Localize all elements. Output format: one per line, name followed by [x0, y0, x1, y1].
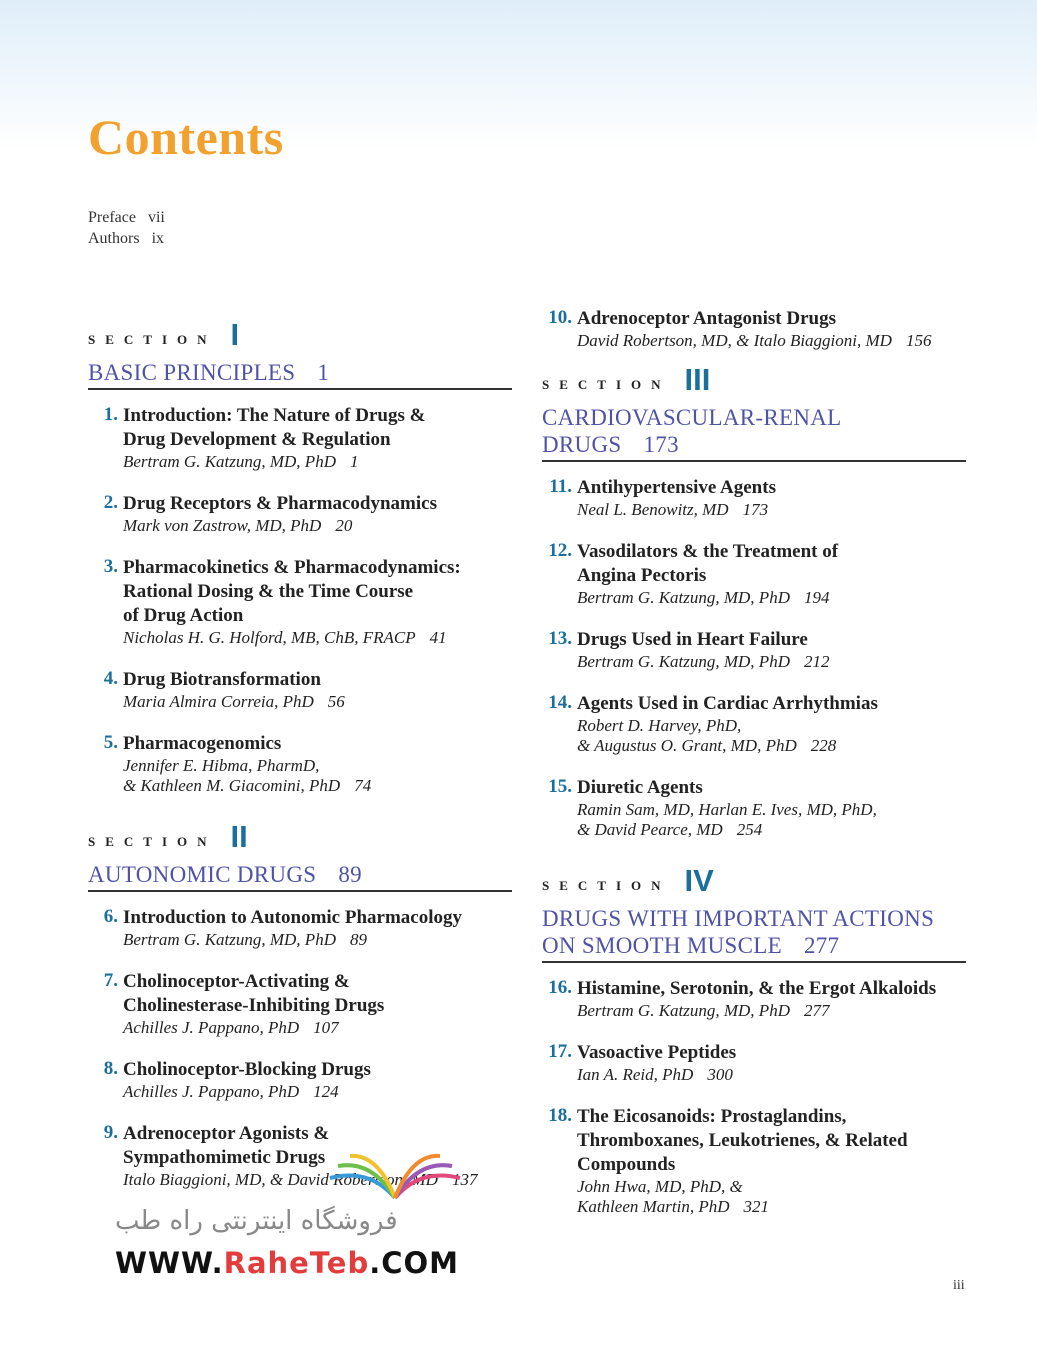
left-column [88, 312, 512, 1190]
section-header [88, 814, 512, 852]
chapter-title: Drugs Used in Heart Failure [577, 629, 808, 650]
chapter-author: Ian A. Reid, PhD 300 [577, 1065, 733, 1084]
chapter-author: Achilles J. Pappano, PhD 124 [123, 1082, 339, 1101]
chapter-author: Neal L. Benowitz, MD 173 [577, 500, 769, 519]
chapter-title: Antihypertensive Agents [577, 477, 776, 498]
front-matter [88, 207, 165, 249]
chapter-number: 15. [548, 776, 572, 797]
chapter-entry[interactable] [542, 692, 966, 756]
chapter-author: Bertram G. Katzung, MD, PhD 277 [577, 1001, 830, 1020]
chapter-author: John Hwa, MD, PhD, & Kathleen Martin, PhD 321 [577, 1177, 770, 1216]
section-number: IV [684, 863, 714, 898]
chapter-entry[interactable] [88, 970, 512, 1038]
chapter-entry[interactable] [542, 628, 966, 672]
section-title[interactable]: AUTONOMIC DRUGS 89 [88, 861, 512, 892]
section-title[interactable]: BASIC PRINCIPLES 1 [88, 359, 512, 390]
section-label: SECTION [542, 878, 671, 893]
chapter-entry[interactable] [542, 1105, 966, 1217]
chapter-number: 14. [548, 692, 572, 713]
chapter-number: 11. [549, 476, 572, 497]
chapter-title: Drug Biotransformation [123, 669, 321, 690]
page-title: Contents [88, 109, 284, 165]
section-title[interactable]: DRUGS WITH IMPORTANT ACTIONS ON SMOOTH MUSCLE 277 [542, 905, 966, 963]
chapter-author: Robert D. Harvey, PhD, & Augustus O. Grant, MD, PhD 228 [577, 716, 837, 755]
chapter-title: Diuretic Agents [577, 777, 703, 798]
chapter-title: Histamine, Serotonin, & the Ergot Alkaloids [577, 978, 937, 999]
chapter-author: Nicholas H. G. Holford, MB, ChB, FRACP 41 [123, 628, 447, 647]
chapter-entry[interactable] [88, 404, 512, 472]
section-label: SECTION [88, 332, 217, 347]
section-label: SECTION [542, 377, 671, 392]
chapter-entry[interactable] [88, 668, 512, 712]
chapter-author: Ramin Sam, MD, Harlan E. Ives, MD, PhD, & David Pearce, MD 254 [577, 800, 877, 839]
section-label: SECTION [88, 834, 217, 849]
chapter-number: 4. [103, 668, 118, 689]
chapter-entry[interactable] [542, 776, 966, 840]
chapter-author: Bertram G. Katzung, MD, PhD 194 [577, 588, 830, 607]
chapter-title: Adrenoceptor Agonists & Sympathomimetic Drugs [123, 1123, 330, 1168]
chapter-title: Drug Receptors & Pharmacodynamics [123, 493, 437, 514]
chapter-title: Vasodilators & the Treatment of Angina Pectoris [577, 541, 839, 586]
chapter-entry[interactable] [88, 906, 512, 950]
chapter-title: Adrenoceptor Antagonist Drugs [577, 308, 836, 329]
chapter-number: 6. [103, 906, 118, 927]
chapter-entry[interactable] [542, 1041, 966, 1085]
chapter-number: 9. [103, 1122, 118, 1143]
chapter-author: Italo Biaggioni, MD, & David Robertson, MD 137 [123, 1170, 478, 1189]
chapter-author: Bertram G. Katzung, MD, PhD 89 [123, 930, 367, 949]
chapter-number: 13. [548, 628, 572, 649]
chapter-entry[interactable] [88, 1058, 512, 1102]
chapter-title: Cholinoceptor-Activating & Cholinesterase-Inhibiting Drugs [123, 971, 385, 1016]
chapter-author: David Robertson, MD, & Italo Biaggioni, MD 156 [577, 331, 932, 350]
chapter-title: Agents Used in Cardiac Arrhythmias [577, 693, 878, 714]
chapter-title: The Eicosanoids: Prostaglandins, Thromboxanes, Leukotrienes, & Related Compounds [577, 1106, 908, 1175]
right-column [542, 307, 966, 1217]
chapter-title: Vasoactive Peptides [577, 1042, 737, 1063]
chapter-number: 18. [548, 1105, 572, 1126]
chapter-entry[interactable] [542, 307, 966, 351]
chapter-number: 7. [103, 970, 118, 991]
chapter-author: Achilles J. Pappano, PhD 107 [123, 1018, 339, 1037]
chapter-entry[interactable] [542, 977, 966, 1021]
chapter-title: Pharmacokinetics & Pharmacodynamics: Rational Dosing & the Time Course of Drug Action [123, 557, 461, 626]
chapter-title: Introduction to Autonomic Pharmacology [123, 907, 463, 928]
watermark [115, 1148, 460, 1283]
section-header [542, 357, 966, 395]
chapter-entry[interactable] [542, 540, 966, 608]
chapter-author: Jennifer E. Hibma, PharmD, & Kathleen M. Giacomini, PhD 74 [123, 756, 372, 795]
section-number: I [230, 317, 240, 352]
section-header [88, 312, 512, 350]
book-logo-icon [320, 1148, 470, 1208]
chapter-entry[interactable] [88, 556, 512, 648]
section-title[interactable]: CARDIOVASCULAR-RENAL DRUGS 173 [542, 404, 966, 462]
chapter-entry[interactable] [88, 492, 512, 536]
watermark-url[interactable]: WWW.RaheTeb.COM [115, 1246, 460, 1280]
section-number: III [684, 362, 711, 397]
chapter-number: 1. [103, 404, 118, 425]
watermark-persian-text: فروشگاه اینترنتی راه طب [115, 1206, 398, 1236]
chapter-number: 12. [548, 540, 572, 561]
section-header [542, 858, 966, 896]
chapter-title: Introduction: The Nature of Drugs & Drug Development & Regulation [123, 405, 426, 450]
page-number: iii [953, 1278, 965, 1293]
chapter-author: Mark von Zastrow, MD, PhD 20 [123, 516, 353, 535]
section-number: II [230, 819, 248, 854]
chapter-entry[interactable] [88, 732, 512, 796]
chapter-number: 8. [103, 1058, 118, 1079]
chapter-author: Bertram G. Katzung, MD, PhD 212 [577, 652, 830, 671]
chapter-number: 16. [548, 977, 572, 998]
chapter-number: 5. [103, 732, 118, 753]
chapter-entry[interactable] [542, 476, 966, 520]
chapter-title: Pharmacogenomics [123, 733, 282, 754]
chapter-number: 3. [103, 556, 118, 577]
chapter-title: Cholinoceptor-Blocking Drugs [123, 1059, 371, 1080]
front-matter-preface[interactable]: Preface vii [88, 209, 165, 226]
chapter-number: 10. [548, 307, 572, 328]
chapter-author: Bertram G. Katzung, MD, PhD 1 [123, 452, 359, 471]
chapter-number: 17. [548, 1041, 572, 1062]
chapter-author: Maria Almira Correia, PhD 56 [123, 692, 345, 711]
front-matter-authors[interactable]: Authors ix [88, 230, 165, 247]
chapter-number: 2. [103, 492, 118, 513]
